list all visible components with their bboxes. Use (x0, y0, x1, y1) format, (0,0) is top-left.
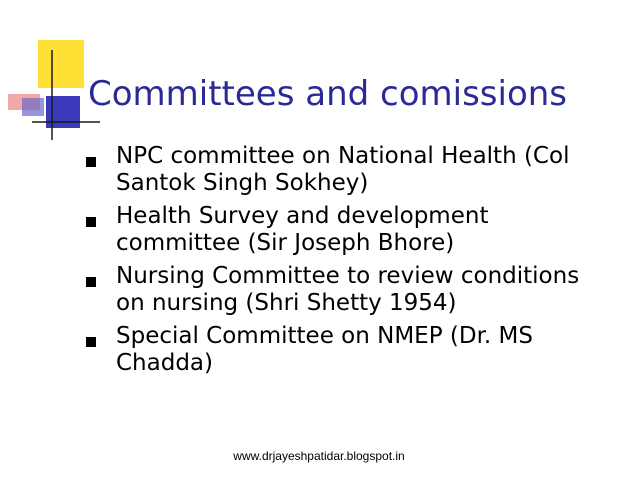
slide-title: Committees and comissions (88, 74, 568, 114)
bullet-item (0, 323, 638, 377)
bullet-text-line: NPC committee on National Health (Col (116, 143, 570, 169)
decoration-yellow-square (38, 40, 84, 88)
bullet-text-line: Health Survey and development (116, 203, 489, 229)
decoration-blue-square (46, 96, 80, 128)
bullet-item (0, 143, 638, 197)
bullet-square-icon (86, 157, 96, 167)
bullet-item (0, 263, 638, 317)
bullet-item (0, 203, 638, 257)
bullet-text-line: committee (Sir Joseph Bhore) (116, 230, 455, 256)
bullet-text-line: on nursing (Shri Shetty 1954) (116, 290, 457, 316)
bullet-square-icon (86, 337, 96, 347)
decoration-blue-block (22, 98, 44, 116)
bullet-text-line: Chadda) (116, 350, 213, 376)
footer-url: www.drjayeshpatidar.blogspot.in (233, 449, 405, 463)
title-decoration (0, 0, 100, 140)
bullet-text-line: Santok Singh Sokhey) (116, 170, 369, 196)
bullet-square-icon (86, 277, 96, 287)
bullet-square-icon (86, 217, 96, 227)
bullet-text-line: Nursing Committee to review conditions (116, 263, 580, 289)
bullet-list (0, 143, 638, 383)
bullet-text-line: Special Committee on NMEP (Dr. MS (116, 323, 533, 349)
